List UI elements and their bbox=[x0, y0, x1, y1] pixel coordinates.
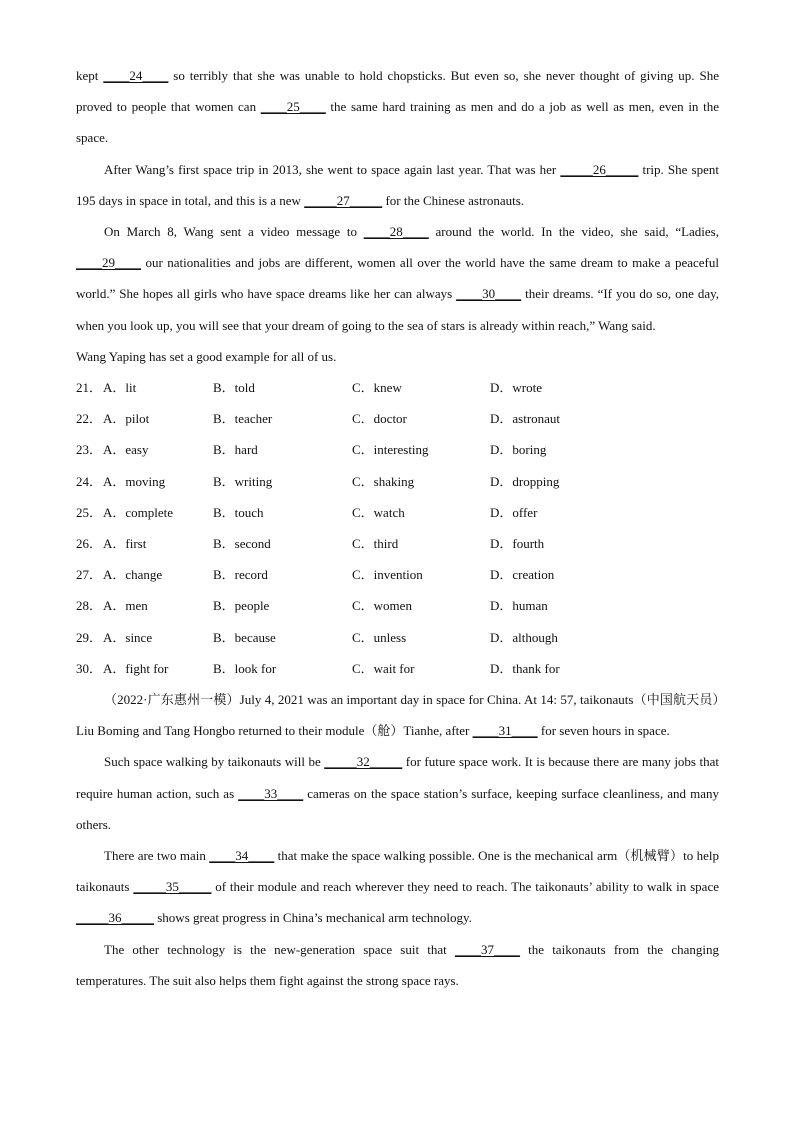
text: trip. She spent 195 days in space in total, and this is a new bbox=[76, 161, 719, 208]
passage2-paragraph-3 bbox=[76, 840, 719, 934]
text: our nationalities and jobs are different, women all over the world have the same dream to make a peaceful world.” She hopes all girls who have space dreams like her can always bbox=[76, 255, 719, 302]
option-row-29 bbox=[76, 622, 719, 653]
option-d: D．dropping bbox=[490, 473, 560, 489]
blank-37: ____37____ bbox=[454, 941, 520, 957]
text: for the Chinese astronauts. bbox=[382, 192, 525, 208]
blank-30: ____30____ bbox=[456, 286, 522, 302]
option-row-28 bbox=[76, 590, 719, 621]
question-number: 28． bbox=[76, 598, 103, 614]
option-a: A．easy bbox=[103, 442, 149, 458]
blank-32: _____32_____ bbox=[324, 754, 403, 770]
option-a: A．men bbox=[103, 598, 148, 614]
option-a: A．fight for bbox=[103, 660, 169, 676]
option-c: C．unless bbox=[352, 629, 407, 645]
option-row-24 bbox=[76, 466, 719, 497]
option-b: B．told bbox=[213, 380, 255, 396]
passage1-paragraph-3 bbox=[76, 216, 719, 341]
text: around the world. In the video, she said, “Ladies, bbox=[428, 224, 719, 240]
blank-33: ____33____ bbox=[238, 785, 304, 801]
worksheet-body bbox=[76, 60, 719, 996]
option-c: C．women bbox=[352, 598, 412, 614]
option-a: A．pilot bbox=[103, 411, 150, 427]
passage2-paragraph-4 bbox=[76, 934, 719, 996]
blank-27: _____27_____ bbox=[304, 192, 383, 208]
option-row-22 bbox=[76, 403, 719, 434]
question-number: 21． bbox=[76, 380, 103, 396]
passage1-closing: Wang Yaping has set a good example for all of us. bbox=[76, 348, 337, 364]
blank-26: _____26_____ bbox=[560, 161, 639, 177]
text: for seven hours in space. bbox=[537, 723, 670, 739]
options-list bbox=[76, 372, 719, 684]
question-number: 24． bbox=[76, 473, 103, 489]
text: the taikonauts from the changing temperatures. The suit also helps them fight against the strong space rays. bbox=[76, 941, 720, 988]
text: the same hard training as men and do a job as well as men, even in the space. bbox=[76, 99, 719, 146]
option-b: B．people bbox=[213, 598, 270, 614]
text: （2022·广东惠州一模）July 4, 2021 was an important day in space for China. At 14: 57, taikonauts（中国航天员）Liu Boming and Tang Hongbo returned to their module（舱）Tianhe, after bbox=[76, 691, 719, 739]
option-c: C．interesting bbox=[352, 442, 429, 458]
text: that make the space walking possible. One is the mechanical arm（机械臂）to help taikonauts bbox=[76, 847, 719, 895]
option-a: A．lit bbox=[103, 380, 137, 396]
option-a: A．change bbox=[103, 567, 163, 583]
option-row-25 bbox=[76, 497, 719, 528]
text: The other technology is the new-generation space suit that bbox=[104, 941, 455, 957]
blank-35: _____35_____ bbox=[133, 879, 212, 895]
option-b: B．because bbox=[213, 629, 276, 645]
text: their dreams. “If you do so, one day, when you look up, you will see that your dream of going to the sea of stars is already within reach,” Wang said. bbox=[76, 286, 719, 333]
option-row-26 bbox=[76, 528, 719, 559]
option-d: D．astronaut bbox=[490, 411, 561, 427]
option-d: D．human bbox=[490, 598, 548, 614]
question-number: 27． bbox=[76, 567, 103, 583]
text: On March 8, Wang sent a video message to bbox=[104, 224, 364, 240]
question-number: 22． bbox=[76, 411, 103, 427]
blank-36: _____36_____ bbox=[76, 910, 154, 926]
text: kept bbox=[76, 68, 104, 83]
question-number: 30． bbox=[76, 660, 103, 676]
option-d: D．wrote bbox=[490, 380, 542, 396]
passage1-paragraph-1 bbox=[76, 60, 719, 154]
text: shows great progress in China’s mechanical arm technology. bbox=[154, 910, 472, 926]
text: for future space work. It is because there are many jobs that require human action, such as bbox=[76, 754, 719, 801]
question-number: 29． bbox=[76, 629, 103, 645]
option-d: D．although bbox=[490, 629, 558, 645]
option-c: C．knew bbox=[352, 380, 402, 396]
option-a: A．moving bbox=[103, 473, 166, 489]
passage1-paragraph-2 bbox=[76, 154, 719, 216]
question-number: 25． bbox=[76, 504, 103, 520]
option-b: B．teacher bbox=[213, 411, 273, 427]
option-c: C．doctor bbox=[352, 411, 407, 427]
option-c: C．watch bbox=[352, 504, 405, 520]
blank-31: ____31____ bbox=[472, 723, 538, 739]
option-d: D．thank for bbox=[490, 660, 560, 676]
blank-28: ____28____ bbox=[363, 224, 429, 240]
option-b: B．second bbox=[213, 535, 271, 551]
option-c: C．third bbox=[352, 535, 399, 551]
question-number: 23． bbox=[76, 442, 103, 458]
option-row-21 bbox=[76, 372, 719, 403]
option-c: C．invention bbox=[352, 567, 423, 583]
passage2-paragraph-2 bbox=[76, 746, 719, 840]
question-number: 26． bbox=[76, 535, 103, 551]
text: There are two main bbox=[104, 847, 210, 863]
blank-29: ____29____ bbox=[76, 255, 141, 271]
option-b: B．look for bbox=[213, 660, 277, 676]
option-d: D．boring bbox=[490, 442, 547, 458]
option-b: B．touch bbox=[213, 504, 264, 520]
passage2-paragraph-1 bbox=[76, 684, 719, 746]
option-d: D．offer bbox=[490, 504, 538, 520]
option-c: C．shaking bbox=[352, 473, 415, 489]
text: of their module and reach wherever they need to reach. The taikonauts’ ability to walk in space bbox=[211, 879, 719, 895]
blank-34: ____34____ bbox=[209, 847, 275, 863]
text: Such space walking by taikonauts will be bbox=[104, 754, 325, 770]
option-b: B．record bbox=[213, 567, 268, 583]
option-row-30 bbox=[76, 653, 719, 684]
blank-24: ____24____ bbox=[103, 68, 169, 83]
option-row-27 bbox=[76, 559, 719, 590]
option-b: B．hard bbox=[213, 442, 258, 458]
option-d: D．creation bbox=[490, 567, 555, 583]
option-c: C．wait for bbox=[352, 660, 415, 676]
option-row-23 bbox=[76, 434, 719, 465]
text: cameras on the space station’s surface, keeping surface cleanliness, and many others. bbox=[76, 785, 719, 832]
option-a: A．first bbox=[103, 535, 147, 551]
option-d: D．fourth bbox=[490, 535, 545, 551]
option-a: A．since bbox=[103, 629, 153, 645]
option-b: B．writing bbox=[213, 473, 273, 489]
option-a: A．complete bbox=[103, 504, 174, 520]
text: After Wang’s first space trip in 2013, she went to space again last year. That was her bbox=[104, 161, 561, 177]
blank-25: ____25____ bbox=[260, 99, 326, 115]
text: so terribly that she was unable to hold chopsticks. But even so, she never thought of giving up. She proved to people that women can bbox=[76, 68, 719, 115]
